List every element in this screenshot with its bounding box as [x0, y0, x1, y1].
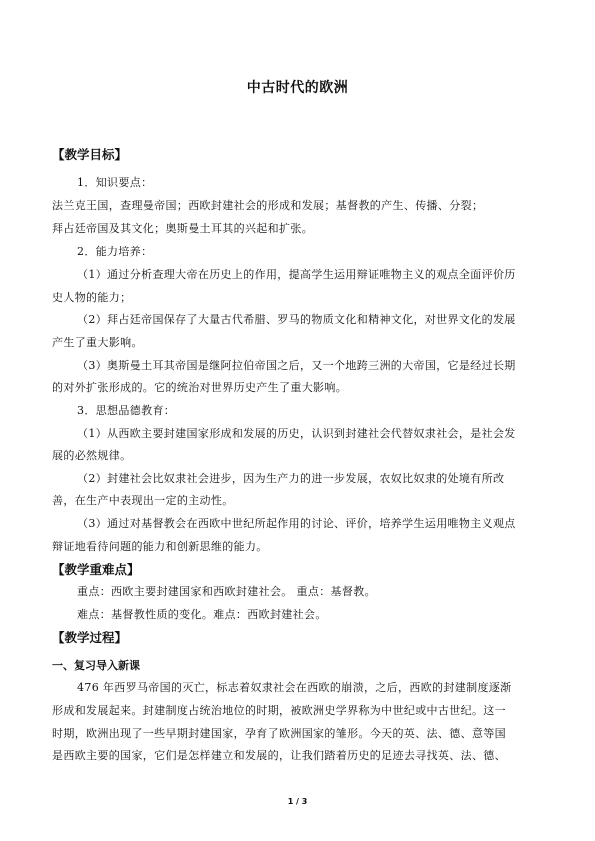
- text-line: （3）奥斯曼土耳其帝国是继阿拉伯帝国之后，又一个地跨三洲的大帝国，它是经过长期: [77, 359, 516, 372]
- page-title: 中古时代的欧洲: [246, 80, 349, 96]
- section-heading-objectives: 【教学目标】: [52, 147, 128, 162]
- text-line: （1）通过分析查理大帝在历史上的作用，提高学生运用辩证唯物主义的观点全面评价历: [77, 268, 516, 281]
- text-line: 重点：西欧主要封建国家和西欧封建社会。 重点：基督教。: [77, 585, 376, 598]
- text-line: 2．能力培养：: [77, 245, 153, 258]
- text-line: （3）通过对基督教会在西欧中世纪所起作用的讨论、评价，培养学生运用唯物主义观点: [77, 517, 516, 530]
- text-line: 是西欧主要的国家，它们是怎样建立和发展的，让我们踏着历史的足迹去寻找英、法、德、: [52, 749, 506, 762]
- text-line: 的对外扩张形成的。它的统治对世界历史产生了重大影响。: [52, 381, 348, 394]
- text-line: （2）封建社会比奴隶社会进步，因为生产力的进一步发展，农奴比奴隶的处境有所改: [77, 472, 505, 485]
- text-line: 3．思想品德教育：: [77, 404, 176, 417]
- text-line: 法兰克王国，查理曼帝国；西欧封建社会的形成和发展；基督教的产生、传播、分裂；: [52, 199, 484, 212]
- subheading-review: 一、复习导入新课: [52, 659, 140, 672]
- text-line: （2）拜占廷帝国保存了大量古代希腊、罗马的物质文化和精神文化，对世界文化的发展: [77, 313, 516, 326]
- page-number: 1 / 3: [287, 797, 308, 806]
- text-line: 难点：基督教性质的变化。难点：西欧封建社会。: [77, 608, 327, 621]
- text-line: 史人物的能力；: [52, 291, 132, 304]
- section-heading-process: 【教学过程】: [52, 630, 128, 645]
- text-line: 拜占廷帝国及其文化；奥斯曼土耳其的兴起和扩张。: [52, 222, 314, 235]
- text-line: （1）从西欧主要封建国家形成和发展的历史，认识到封建社会代替奴隶社会，是社会发: [77, 427, 516, 440]
- text-line: 1．知识要点：: [77, 176, 153, 189]
- text-line: 辩证地看待问题的能力和创新思维的能力。: [52, 540, 268, 553]
- text-line: 形成和发展起来。封建制度占统治地位的时期，被欧洲史学界称为中世纪或中古世纪。这一: [52, 704, 506, 717]
- text-line: 善，在生产中表现出一定的主动性。: [52, 494, 234, 507]
- text-line: 时期，欧洲出现了一些早期封建国家，孕育了欧洲国家的雏形。今天的英、法、德、意等国: [52, 727, 506, 740]
- text-line: 产生了重大影响。: [52, 336, 143, 349]
- section-heading-key-points: 【教学重难点】: [52, 562, 140, 577]
- text-line: 展的必然规律。: [52, 449, 132, 462]
- text-line: 476 年西罗马帝国的灭亡，标志着奴隶社会在西欧的崩溃，之后，西欧的封建制度逐渐: [77, 681, 512, 694]
